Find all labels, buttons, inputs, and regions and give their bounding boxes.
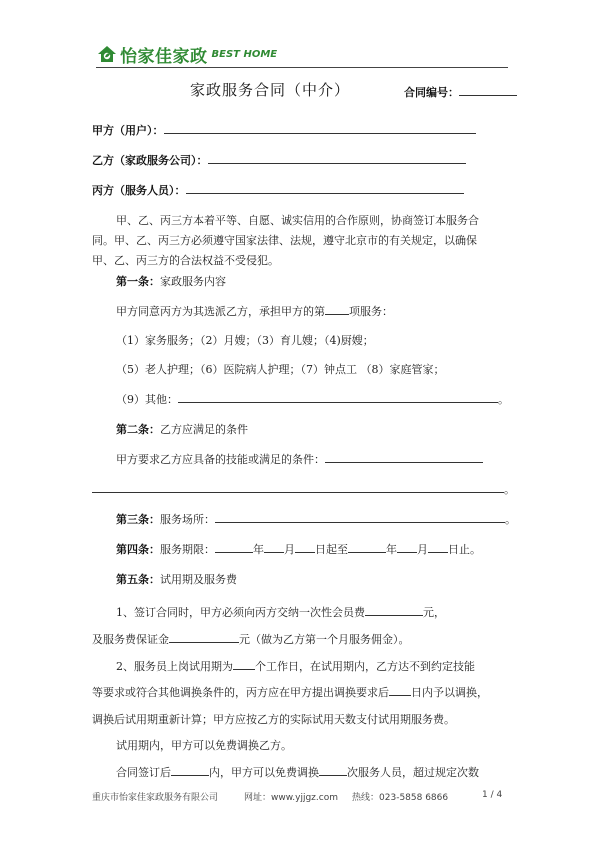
trial-period-text: 2、服务员上岗试用期为: [116, 660, 233, 673]
brand-name-cn: 怡家佳家政: [120, 46, 208, 67]
service-item-blank: [325, 313, 349, 315]
brand-name-en: BEST HOME: [211, 48, 278, 60]
article-3-period: 。: [505, 513, 516, 526]
trial-period-text-2: 个工作日，在试用期内，乙方达不到约定技能: [255, 660, 475, 673]
article-2-heading: [116, 421, 248, 437]
intro-line-1: 甲、乙、丙三方本着平等、自愿、诚实信用的合作原则，协商签订本服务合: [116, 214, 479, 227]
start-day-blank: [295, 551, 315, 553]
article-4: [116, 541, 481, 557]
service-other-period: 。: [498, 393, 509, 406]
membership-fee-text: 1、签订合同时，甲方必须向丙方交纳一次性会员费: [116, 606, 365, 619]
service-location-blank: [215, 521, 505, 523]
end-day-unit: 日止。: [448, 543, 481, 556]
article-5-para-1b: [92, 631, 410, 647]
article-1-heading: [116, 273, 226, 289]
footer-website-label: 网址：: [244, 793, 272, 803]
free-replace-count-blank: [319, 774, 347, 776]
article-1-text-b: 项服务：: [349, 305, 393, 318]
membership-fee-blank: [365, 614, 423, 616]
article-2-period: 。: [504, 483, 515, 496]
party-c-blank: [186, 192, 464, 194]
footer-hotline-label: 热线：: [352, 793, 380, 803]
article-5-para-2c: 调换后试用期重新计算；甲方应按乙方的实际试用天数支付试用期服务费。: [92, 713, 455, 726]
deposit-note: 元（做为乙方第一个月服务佣金）。: [239, 633, 410, 646]
article-2-title: 乙方应满足的条件: [160, 423, 248, 436]
after-sign-text: 合同签订后: [116, 766, 171, 779]
intro-line-3: 甲、乙、丙三方的合法权益不受侵犯。: [92, 254, 279, 267]
start-month-blank: [264, 551, 284, 553]
article-3-label: 第三条：: [116, 513, 160, 526]
start-day-unit: 日起至: [315, 543, 348, 556]
free-replace-period-blank: [171, 774, 209, 776]
replace-text-2: 日内予以调换，: [411, 686, 488, 699]
party-a-blank: [164, 132, 476, 134]
article-2-text: 甲方要求乙方应具备的技能或满足的条件：: [116, 453, 325, 466]
start-year-blank: [215, 551, 253, 553]
footer-hotline-number: 023-5858 6866: [379, 793, 449, 803]
free-replace-text: 内，甲方可以免费调换: [209, 766, 319, 779]
article-5-heading: [116, 571, 237, 587]
article-3: [116, 511, 516, 527]
article-5-title: 试用期及服务费: [160, 573, 237, 586]
contract-number-blank: [459, 94, 517, 96]
replace-text: 等要求或符合其他调换条件的，丙方应在甲方提出调换要求后: [92, 686, 389, 699]
footer-website: [244, 790, 338, 803]
replace-days-blank: [389, 694, 411, 696]
start-month-unit: 月: [284, 543, 295, 556]
footer-website-link[interactable]: www.yjjgz.com: [271, 793, 338, 803]
contract-number: [404, 84, 517, 100]
skills-blank-2: [92, 491, 504, 493]
skills-blank-1: [325, 461, 483, 463]
end-month-blank: [397, 551, 417, 553]
footer-hotline: [352, 790, 448, 803]
trial-days-blank: [233, 668, 255, 670]
membership-fee-unit: 元，: [423, 606, 445, 619]
footer-company: 重庆市怡家佳家政服务有限公司: [92, 793, 219, 803]
article-2-label: 第二条：: [116, 423, 160, 436]
article-5-para-2b: [92, 684, 488, 700]
service-items-row-2: （5）老人护理；（6）医院病人护理；（7）钟点工 （8）家庭管家；: [116, 363, 445, 376]
party-a: [92, 122, 476, 138]
deposit-blank: [169, 641, 239, 643]
brand-logo: [96, 42, 277, 66]
free-replace-text-2: 次服务人员，超过规定次数: [347, 766, 479, 779]
house-leaf-icon: [96, 43, 118, 65]
deposit-text: 及服务费保证金: [92, 633, 169, 646]
service-items-row-3: [116, 391, 509, 407]
article-2-line: [116, 451, 483, 467]
intro-line-2: 同。甲、乙、丙三方必须遵守国家法律、法规，遵守北京市的有关规定，以确保: [92, 234, 477, 247]
article-4-label: 第四条：: [116, 543, 160, 556]
service-other-blank: [178, 401, 498, 403]
party-c: [92, 182, 464, 198]
end-month-unit: 月: [417, 543, 428, 556]
article-5-para-3: 试用期内，甲方可以免费调换乙方。: [116, 739, 292, 752]
service-items-row-1: （1）家务服务；（2）月嫂；（3）育儿嫂；（4)厨嫂；: [116, 334, 374, 347]
article-2-line-2: [92, 481, 515, 497]
page-number: 1 / 4: [482, 790, 503, 800]
document-title: 家政服务合同（中介）: [190, 81, 351, 99]
article-1-label: 第一条：: [116, 275, 160, 288]
party-c-label: 丙方（服务人员）：: [92, 184, 186, 197]
end-year-blank: [348, 551, 386, 553]
article-3-title: 服务场所：: [160, 513, 215, 526]
party-b-label: 乙方（家政服务公司）：: [92, 154, 208, 167]
article-4-title: 服务期限：: [160, 543, 215, 556]
article-5-para-2a: [116, 658, 475, 674]
party-a-label: 甲方（用户）：: [92, 124, 164, 137]
article-1-text-a: 甲方同意丙方为其选派乙方，承担甲方的第: [116, 305, 325, 318]
party-b: [92, 152, 466, 168]
article-5-label: 第五条：: [116, 573, 160, 586]
article-1-title: 家政服务内容: [160, 275, 226, 288]
end-day-blank: [428, 551, 448, 553]
article-5-para-4: [116, 764, 479, 780]
contract-number-label: 合同编号：: [404, 86, 459, 99]
article-5-para-1a: [116, 604, 445, 620]
header-divider: [96, 67, 508, 68]
party-b-blank: [208, 162, 466, 164]
end-year-unit: 年: [386, 543, 397, 556]
article-1-intro: [116, 303, 393, 319]
start-year-unit: 年: [253, 543, 264, 556]
service-other-label: （9）其他：: [116, 393, 178, 406]
